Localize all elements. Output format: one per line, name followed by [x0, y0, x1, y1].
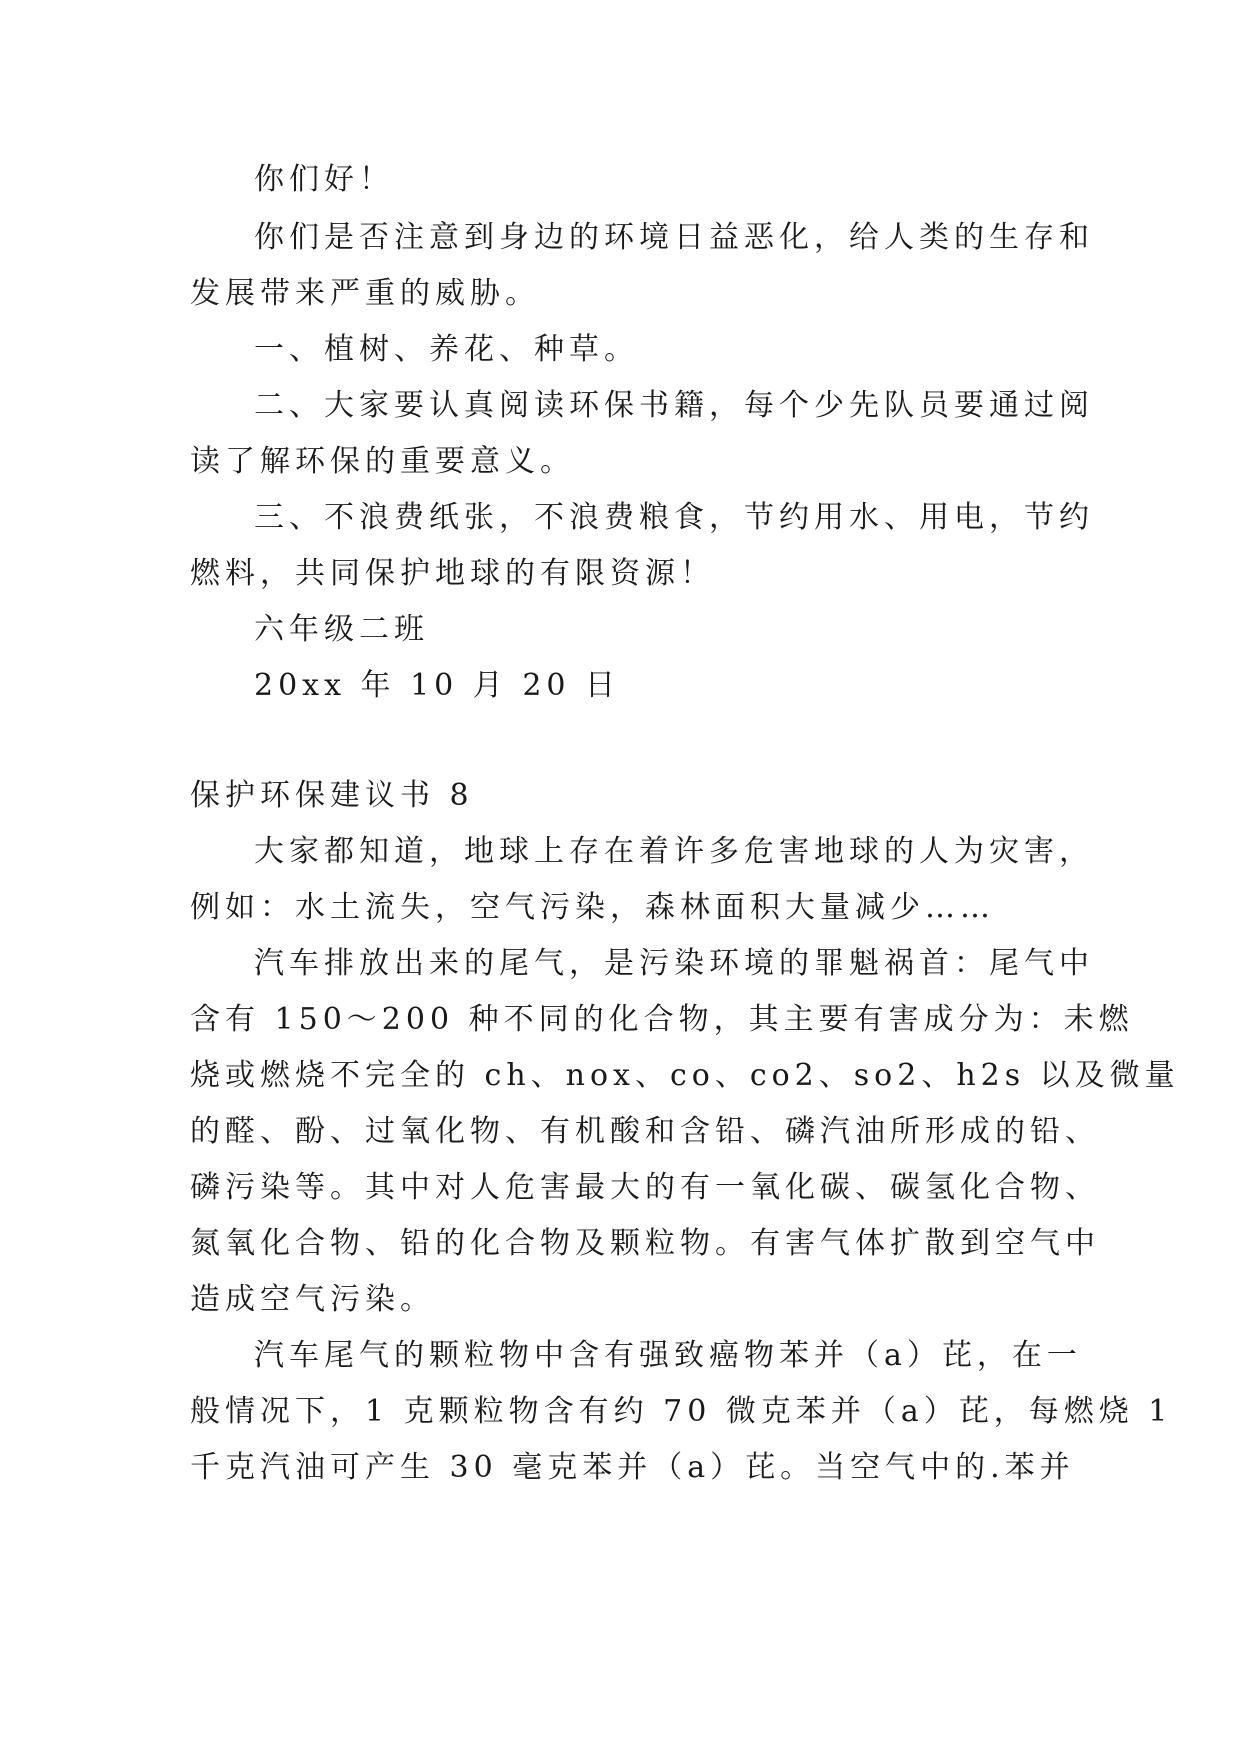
paragraph-line: 汽车尾气的颗粒物中含有强致癌物苯并（a）芘，在一 [254, 1338, 1082, 1373]
suggestion-line: 读了解环保的重要意义。 [190, 444, 575, 479]
suggestion-line: 三、不浪费纸张，不浪费粮食，节约用水、用电，节约 [254, 500, 1094, 535]
suggestion-line: 一、植树、养花、种草。 [254, 332, 639, 367]
paragraph-line: 烧或燃烧不完全的 ch、nox、co、co2、so2、h2s 以及微量 [190, 1058, 1180, 1093]
signature-line: 六年级二班 [254, 612, 429, 647]
paragraph-line: 大家都知道，地球上存在着许多危害地球的人为灾害， [254, 834, 1094, 869]
paragraph-line: 氮氧化合物、铅的化合物及颗粒物。有害气体扩散到空气中 [190, 1226, 1100, 1261]
paragraph-line: 般情况下，1 克颗粒物含有约 70 微克苯并（a）芘，每燃烧 1 [190, 1394, 1173, 1429]
paragraph-line: 例如：水土流失，空气污染，森林面积大量减少…… [190, 890, 995, 925]
greeting-line: 你们好！ [254, 162, 394, 197]
date-line: 20xx 年 10 月 20 日 [254, 668, 621, 703]
suggestion-line: 二、大家要认真阅读环保书籍，每个少先队员要通过阅 [254, 388, 1094, 423]
paragraph-line: 磷污染等。其中对人危害最大的有一氧化碳、碳氢化合物、 [190, 1170, 1100, 1205]
paragraph-line: 汽车排放出来的尾气，是污染环境的罪魁祸首：尾气中 [254, 946, 1094, 981]
section-title: 保护环保建议书 8 [190, 778, 474, 813]
paragraph-line: 造成空气污染。 [190, 1282, 435, 1317]
paragraph-line: 发展带来严重的威胁。 [190, 276, 540, 311]
paragraph-line: 含有 150～200 种不同的化合物，其主要有害成分为：未燃 [190, 1002, 1134, 1037]
paragraph-line: 千克汽油可产生 30 毫克苯并（a）芘。当空气中的.苯并 [190, 1450, 1075, 1485]
suggestion-line: 燃料，共同保护地球的有限资源！ [190, 556, 715, 591]
paragraph-line: 的醛、酚、过氧化物、有机酸和含铅、磷汽油所形成的铅、 [190, 1114, 1100, 1149]
paragraph-line: 你们是否注意到身边的环境日益恶化，给人类的生存和 [254, 220, 1094, 255]
